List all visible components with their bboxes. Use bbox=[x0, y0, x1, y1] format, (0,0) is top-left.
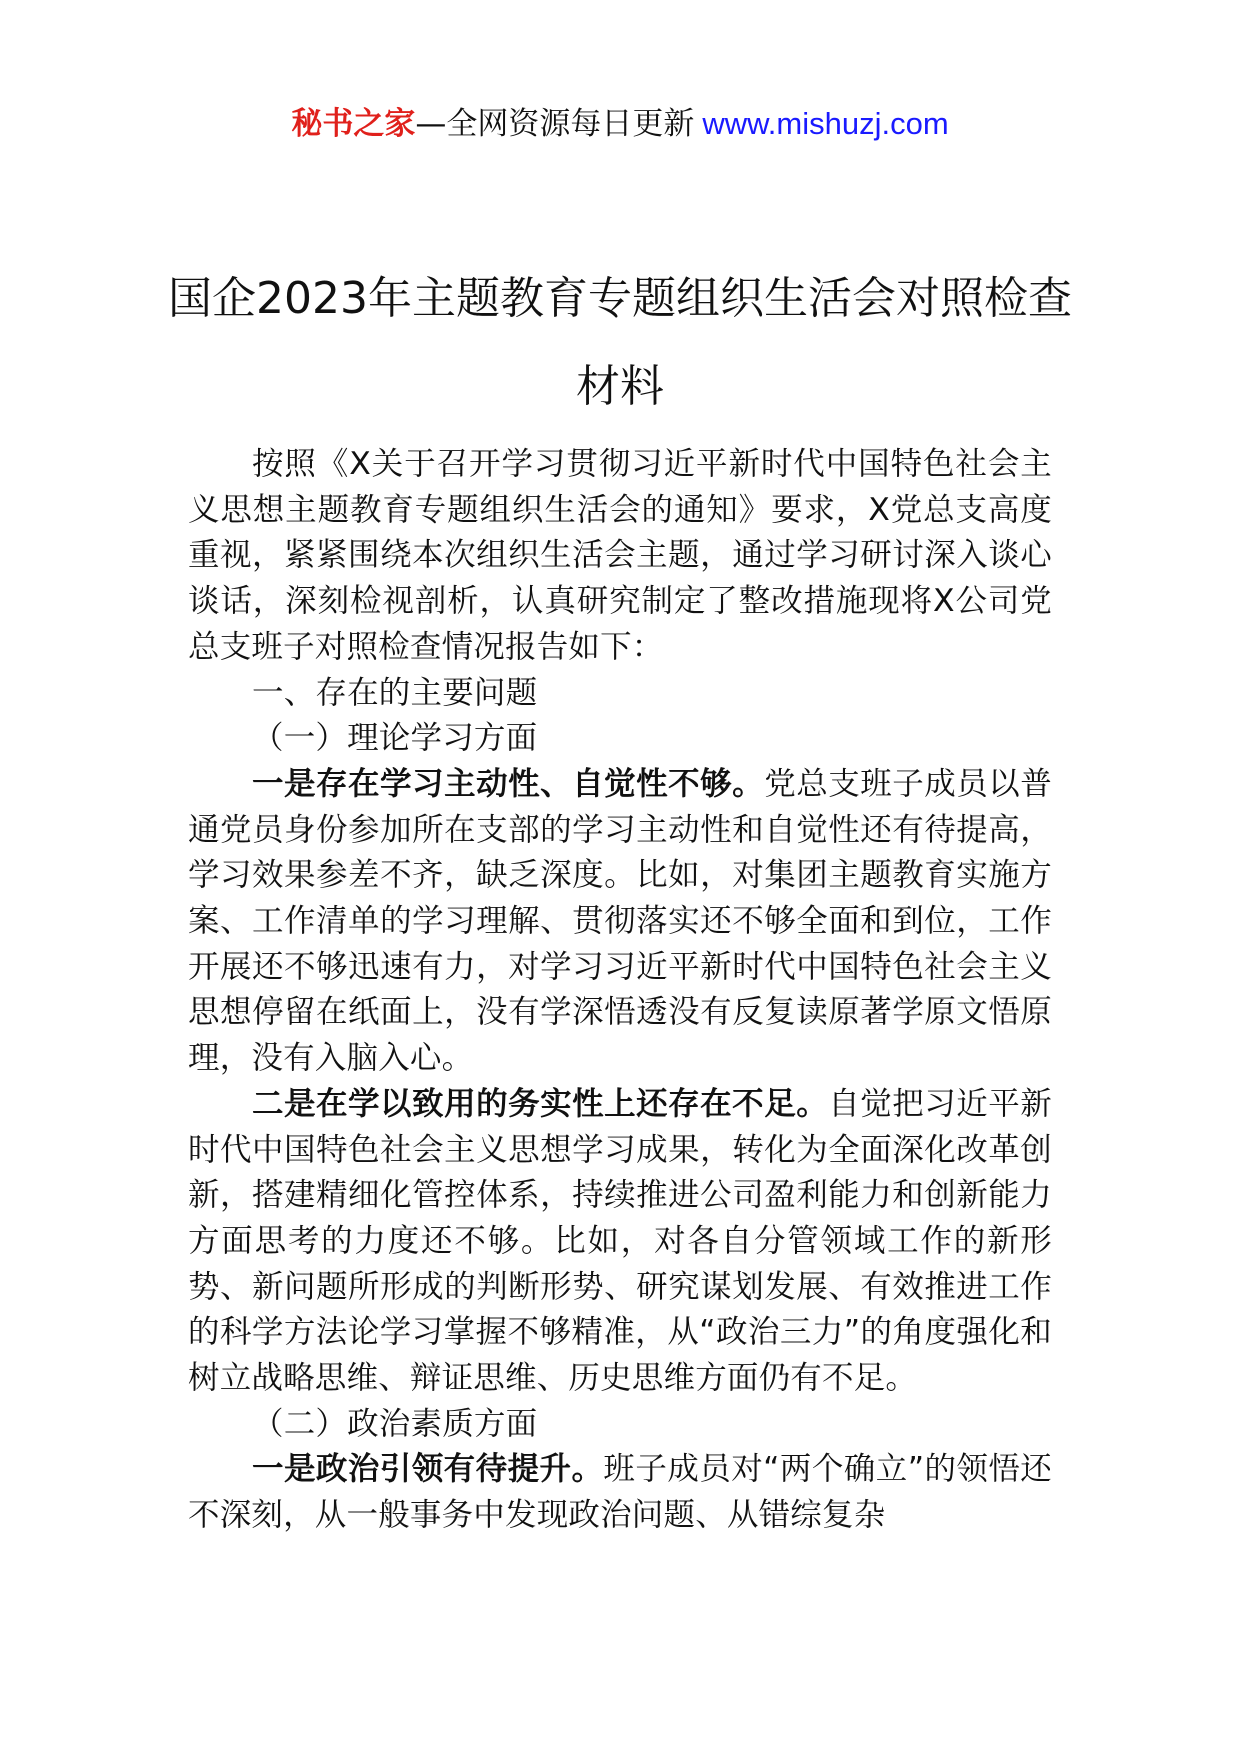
paragraph-point bbox=[188, 1082, 1052, 1402]
subsection-heading bbox=[188, 1402, 1052, 1448]
paragraph-lead: 一是存在学习主动性、自觉性不够。 bbox=[252, 765, 765, 802]
subsection-heading bbox=[188, 716, 1052, 762]
paragraph-point bbox=[188, 762, 1052, 1082]
paragraph-text: 自觉把习近平新时代中国特色社会主义思想学习成果，转化为全面深化改革创新，搭建精细化管控体系，持续推进公司盈利能力和创新能力方面思考的力度还不够。比如，对各自分管领域工作的新形势、新问题所形成的判断形势、研究谋划发展、有效推进工作的科学方法论学习掌握不够精准，从“政治三力”的角度强化和树立战略思维、辩证思维、历史思维方面仍有不足。 bbox=[188, 1085, 1052, 1397]
site-header bbox=[0, 104, 1240, 144]
paragraph-lead: 二是在学以致用的务实性上还存在不足。 bbox=[252, 1085, 829, 1122]
paragraph-lead: 一是政治引领有待提升。 bbox=[252, 1451, 604, 1488]
paragraph-text: 按照《X关于召开学习贯彻习近平新时代中国特色社会主义思想主题教育专题组织生活会的通知》要求，X党总支高度重视，紧紧围绕本次组织生活会主题，通过学习研讨深入谈心谈话，深刻检视剖析，认真研究制定了整改措施现将X公司党总支班子对照检查情况报告如下： bbox=[188, 446, 1052, 665]
brand-name: 秘书之家 bbox=[291, 106, 416, 142]
subsection-heading-text: （一）理论学习方面 bbox=[252, 720, 538, 757]
site-url[interactable]: www.mishuzj.com bbox=[702, 106, 949, 141]
header-tagline: —全网资源每日更新 bbox=[415, 106, 695, 142]
paragraph-point bbox=[188, 1447, 1052, 1538]
document-body bbox=[188, 442, 1052, 1539]
paragraph-text: 班子成员对“两个确立”的领悟还不深刻，从一般事务中发现政治问题、从错综复杂 bbox=[188, 1451, 1053, 1534]
paragraph-intro bbox=[188, 442, 1052, 671]
subsection-heading-text: （二）政治素质方面 bbox=[252, 1405, 538, 1442]
section-heading bbox=[188, 671, 1052, 717]
section-heading-text: 一、存在的主要问题 bbox=[252, 674, 538, 711]
document-title: 国企2023年主题教育专题组织生活会对照检查材料 bbox=[168, 273, 1072, 413]
paragraph-text: 党总支班子成员以普通党员身份参加所在支部的学习主动性和自觉性还有待提高，学习效果参差不齐，缺乏深度。比如，对集团主题教育实施方案、工作清单的学习理解、贯彻落实还不够全面和到位，工作开展还不够迅速有力，对学习习近平新时代中国特色社会主义思想停留在纸面上，没有学深悟透没有反复读原著学原文悟原理，没有入脑入心。 bbox=[188, 765, 1052, 1077]
